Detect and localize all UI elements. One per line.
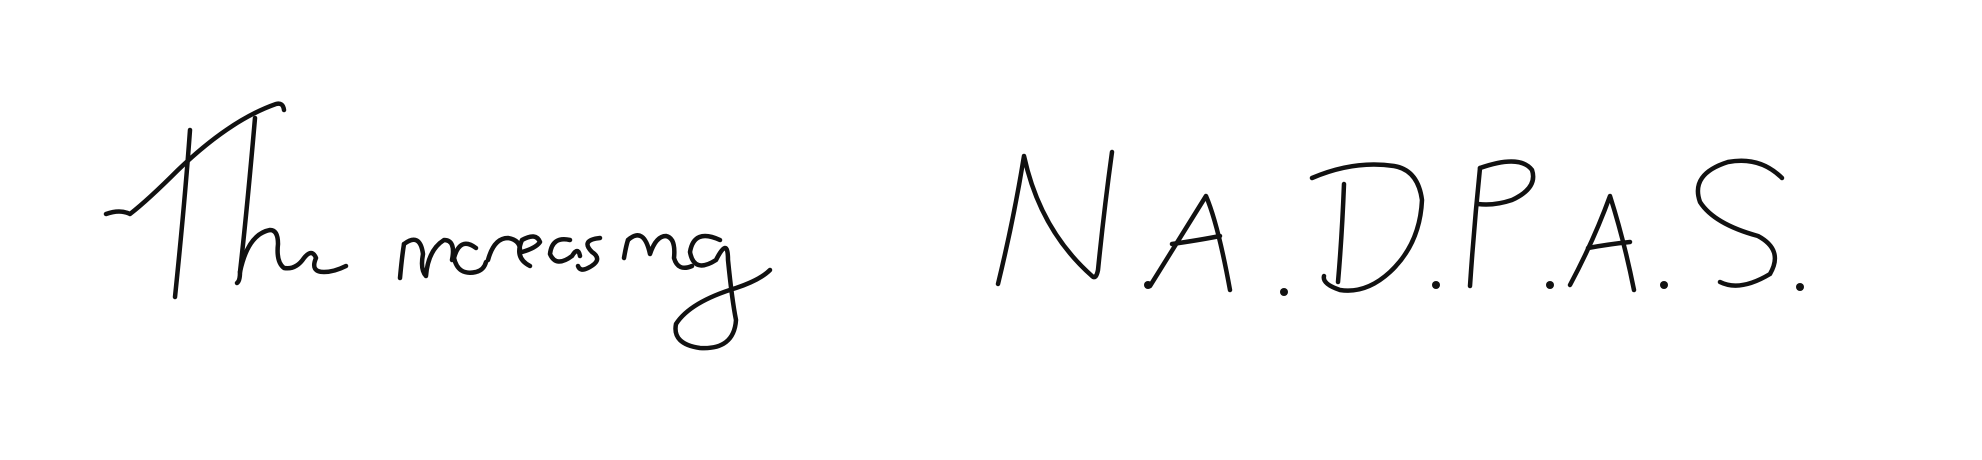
period-5 — [1660, 281, 1668, 289]
letter-c — [454, 244, 486, 273]
letter-h-e — [240, 230, 346, 272]
letter-i — [400, 244, 404, 278]
letter-n — [404, 240, 453, 276]
letter-n-2 — [628, 235, 692, 267]
letter-d-caps — [1312, 165, 1422, 291]
period-6 — [1796, 283, 1804, 291]
word-the — [106, 104, 346, 297]
letter-i-2 — [624, 240, 628, 258]
letter-t-crossbar — [106, 104, 284, 214]
word-nadpas — [998, 152, 1804, 296]
letter-e — [519, 236, 540, 266]
letter-n-caps — [998, 152, 1112, 284]
word-increasing — [400, 235, 770, 348]
letter-r — [488, 238, 520, 260]
letter-p-bowl — [1478, 161, 1533, 204]
letter-g — [676, 236, 771, 348]
period-3 — [1432, 281, 1440, 289]
letter-d-stem — [1338, 184, 1344, 282]
period-2 — [1280, 288, 1288, 296]
letter-a — [550, 239, 580, 261]
period-4 — [1546, 281, 1554, 289]
letter-p-stem — [1470, 168, 1480, 286]
letter-s-caps — [1698, 161, 1782, 286]
letter-t-stem — [175, 130, 190, 297]
ink-strokes — [106, 104, 1804, 349]
